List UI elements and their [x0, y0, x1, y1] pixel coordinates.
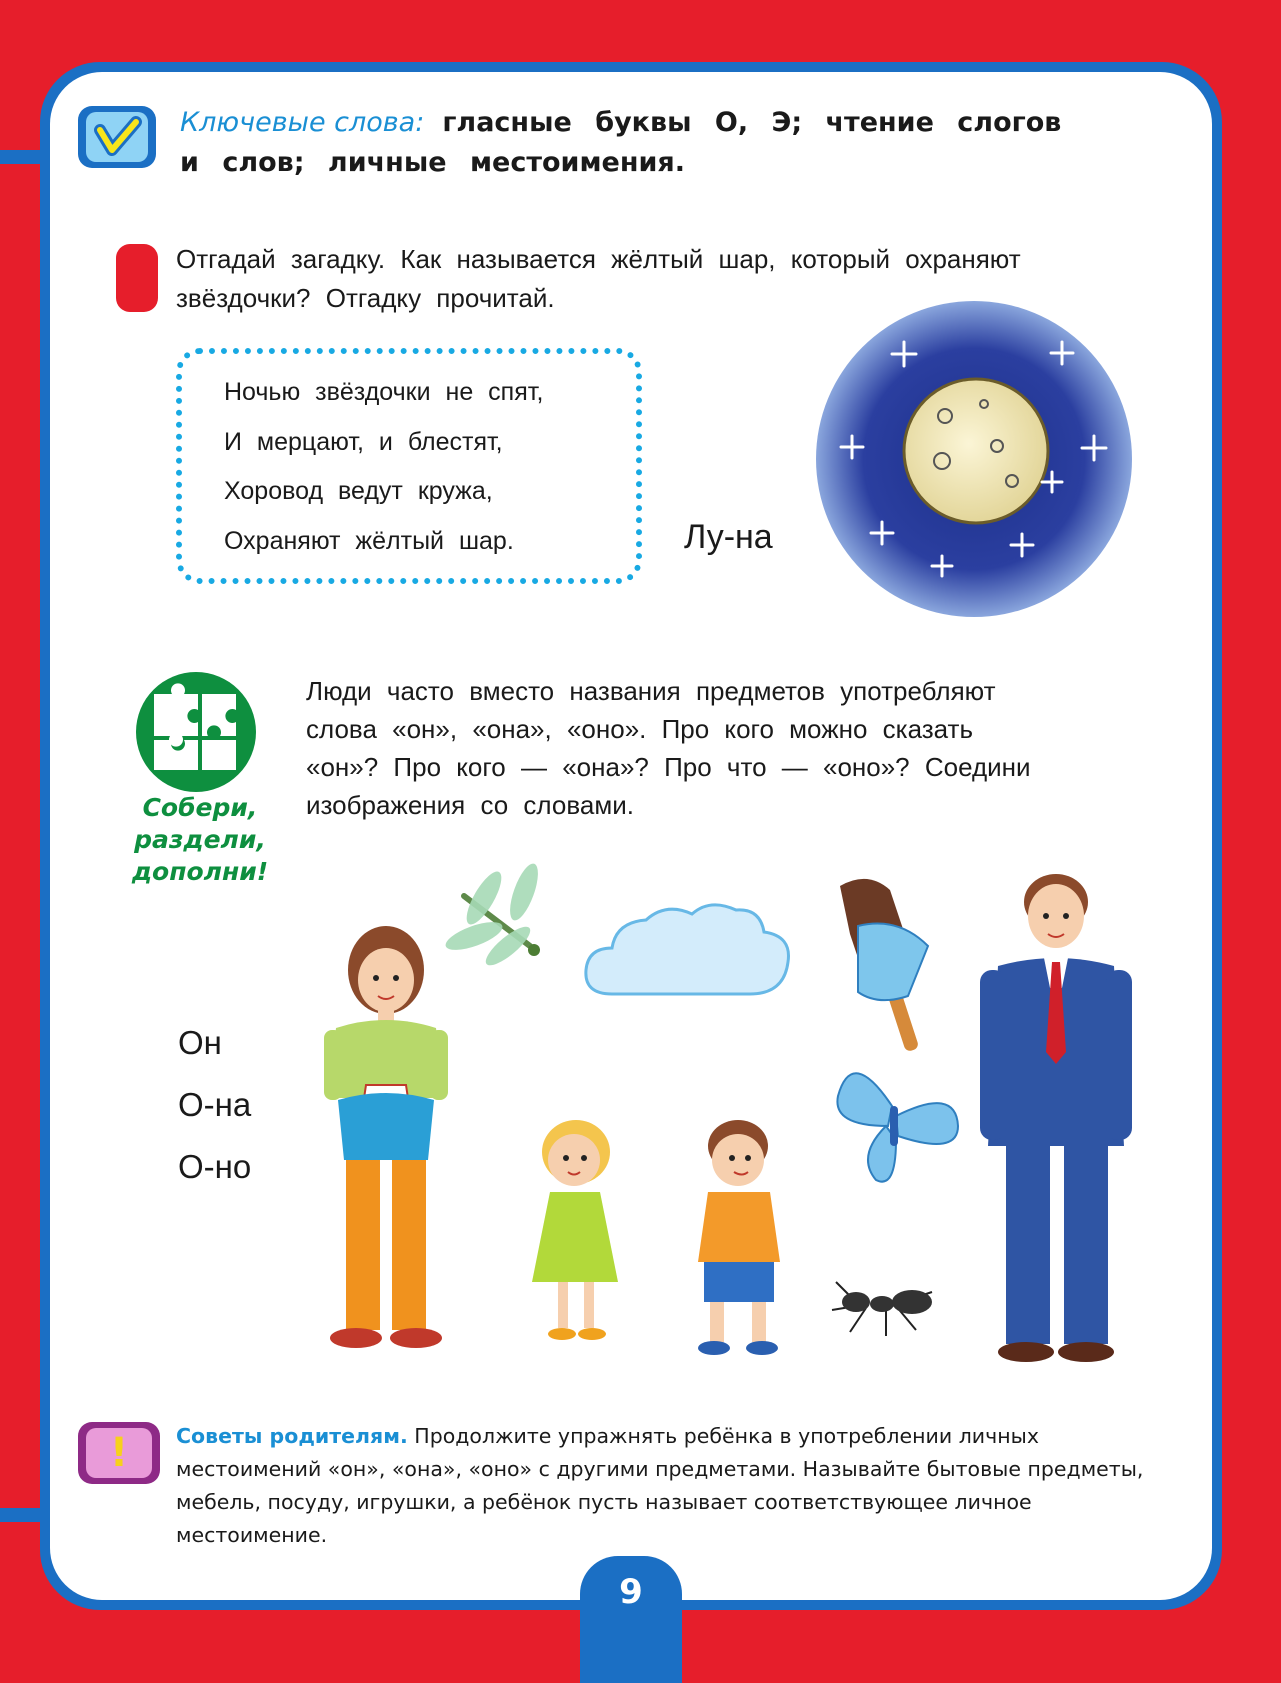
checkmark-icon — [96, 118, 140, 158]
poem-line: И мерцают, и блестят, — [224, 428, 503, 456]
moon-illustration — [812, 296, 1136, 622]
tips-line-2: местоимений «он», «она», «оно» с другими предметами. Называйте бытовые предметы, — [176, 1457, 1144, 1481]
poem-line: Хоровод ведут кружа, — [224, 477, 493, 505]
exclamation-icon: ! — [109, 1430, 129, 1476]
boy-illustration[interactable] — [680, 1112, 796, 1362]
task-marker — [116, 244, 158, 312]
pronoun-ona[interactable]: О-на — [178, 1086, 252, 1123]
parent-tips — [176, 1420, 1166, 1552]
keywords-label: Ключевые слова: — [180, 107, 425, 138]
tips-text-1: Продолжите упражнять ребёнка в употреблении личных — [414, 1424, 1039, 1448]
man-illustration[interactable] — [974, 866, 1138, 1366]
puzzle-icon — [150, 688, 242, 776]
ant-illustration[interactable] — [826, 1262, 946, 1342]
keywords-line-2 — [180, 144, 1080, 182]
puzzle-caption-line: дополни! — [131, 857, 269, 886]
tips-line-4: местоимение. — [176, 1523, 328, 1547]
poem-line: Ночью звёздочки не спят, — [224, 378, 544, 406]
puzzle-caption-line: Собери, — [142, 793, 258, 822]
pronoun-on[interactable]: Он — [178, 1024, 222, 1061]
woman-illustration[interactable] — [316, 910, 456, 1360]
task1-line-1: Отгадай загадку. Как называется жёлтый шар, который охраняют — [176, 244, 1021, 274]
riddle-answer: Лу-на — [684, 518, 773, 556]
puzzle-caption — [120, 792, 280, 888]
task1-line-2: звёздочки? Отгадку прочитай. — [176, 283, 555, 313]
pronoun-ono[interactable]: О-но — [178, 1148, 252, 1185]
task2-line: «он»? Про кого — «она»? Про что — «оно»? Соедини — [306, 752, 1031, 782]
task2-instructions — [306, 672, 1106, 824]
tips-line-3: мебель, посуду, игрушки, а ребёнок пусть называет соответствующее личное — [176, 1490, 1032, 1514]
keywords-line-1 — [180, 104, 1080, 142]
girl-illustration[interactable] — [516, 1112, 628, 1352]
puzzle-caption-line: раздели, — [134, 825, 266, 854]
keywords-text-1: гласные буквы О, Э; чтение слогов — [442, 107, 1062, 138]
tips-label: Советы родителям. — [176, 1424, 408, 1448]
tips-line-1 — [176, 1420, 1166, 1453]
task2-line: Люди часто вместо названия предметов употребляют — [306, 676, 996, 706]
butterfly-illustration[interactable] — [826, 1066, 962, 1186]
ice-cream-illustration[interactable] — [828, 876, 948, 1056]
task2-line: слова «он», «она», «оно». Про кого можно сказать — [306, 714, 974, 744]
keywords-text-2: и слов; личные местоимения. — [180, 147, 685, 178]
page-number: 9 — [619, 1572, 643, 1612]
poem-line: Охраняют жёлтый шар. — [224, 527, 514, 555]
dragonfly-illustration[interactable] — [444, 866, 556, 976]
cloud-illustration[interactable] — [584, 904, 788, 1008]
task2-line: изображения со словами. — [306, 790, 634, 820]
